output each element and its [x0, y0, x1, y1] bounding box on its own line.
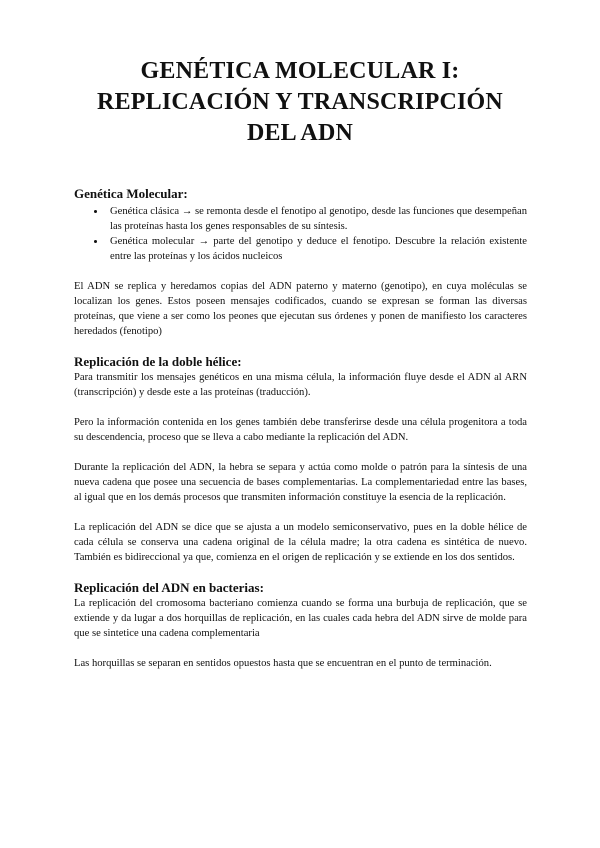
list-item: • Genética molecular → parte del genotipo y deduce el fenotipo. Descubre la relación existente entre las proteínas y los ácidos nucleicos	[106, 234, 527, 264]
paragraph: Pero la información contenida en los genes también debe transferirse desde una célula progenitora a toda su descendencia, proceso que se lleva a cabo mediante la replicación del ADN.	[74, 417, 527, 443]
bullet-list	[74, 204, 527, 264]
title-line: REPLICACIÓN Y TRANSCRIPCIÓN	[97, 89, 503, 115]
paragraph: Las horquillas se separan en sentidos opuestos hasta que se encuentran en el punto de terminación.	[74, 658, 492, 669]
paragraph: Para transmitir los mensajes genéticos en una misma célula, la información fluye desde el ADN al ARN (transcripción) y desde este a las proteínas (traducción).	[74, 372, 527, 398]
document-body	[74, 186, 527, 671]
title-line: GENÉTICA MOLECULAR I:	[140, 58, 460, 84]
paragraph: Durante la replicación del ADN, la hebra se separa y actúa como molde o patrón para la síntesis de una nueva cadena que posee una secuencia de bases complementarias. La complementariedad entre las bases, al igual que en los demás procesos que transmiten información constituye la esencia de la replicación.	[74, 462, 527, 503]
list-item: • Genética clásica → se remonta desde el fenotipo al genotipo, desde las funciones que desempeñan las proteínas hasta los genes responsables de su síntesis.	[106, 204, 527, 234]
title-line: DEL ADN	[246, 120, 354, 146]
document-title	[40, 56, 560, 149]
section-heading-replicacion-bacterias: Replicación del ADN en bacterias:	[74, 580, 264, 595]
paragraph: La replicación del cromosoma bacteriano comienza cuando se forma una burbuja de replicación, que se extiende y da lugar a dos horquillas de replicación, en las cuales cada hebra del ADN sirve de molde para que se sintetice una cadena complementaria	[74, 598, 527, 639]
section-heading-genetica-molecular: Genética Molecular:	[74, 186, 188, 201]
section-heading-replicacion-doble-helice: Replicación de la doble hélice:	[74, 354, 242, 369]
paragraph: La replicación del ADN se dice que se ajusta a un modelo semiconservativo, pues en la doble hélice de cada célula se conserva una cadena original de la célula madre; la otra cadena es sintética de nuevo. También es bidireccional ya que, comienza en el origen de replicación y se extiende en los dos sentidos.	[74, 522, 527, 563]
paragraph: El ADN se replica y heredamos copias del ADN paterno y materno (genotipo), en cuya moléculas se localizan los genes. Estos poseen mensajes codificados, cuando se expresan se forman las diversas proteínas, que viene a ser como los peones que ejecutan sus órdenes y ponen de manifiesto los caracteres heredados (fenotipo)	[74, 281, 527, 337]
